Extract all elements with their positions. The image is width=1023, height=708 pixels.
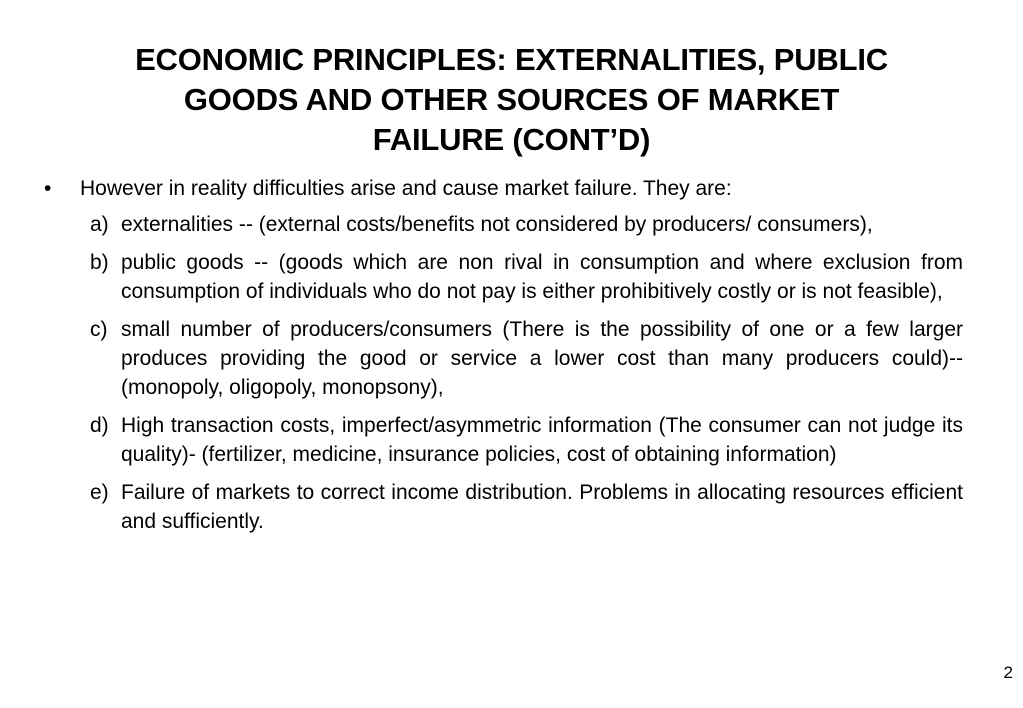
slide-body — [44, 174, 963, 545]
list-item-text: public goods -- (goods which are non rival in consumption and where exclusion from consumption of individuals who do not pay is either prohibitively costly or is not feasible), — [121, 251, 963, 303]
list-item — [44, 478, 963, 536]
slide-title — [60, 40, 963, 160]
failure-list — [44, 210, 963, 536]
list-item-text: small number of producers/consumers (There is the possibility of one or a few larger produces providing the good or service a lower cost than many producers could)-- (monopoly, oligopoly, monopsony), — [121, 318, 963, 399]
title-line-2: GOODS AND OTHER SOURCES OF MARKET — [183, 82, 840, 117]
list-marker: e) — [90, 481, 109, 504]
list-item — [44, 315, 963, 402]
title-line-1: ECONOMIC PRINCIPLES: EXTERNALITIES, PUBLIC — [135, 42, 888, 77]
list-item — [44, 210, 963, 239]
list-item — [44, 248, 963, 306]
title-line-3: FAILURE (CONT’D) — [372, 122, 651, 157]
list-marker: c) — [90, 318, 108, 341]
list-marker: d) — [90, 414, 109, 437]
page-number: 2 — [1003, 663, 1013, 682]
list-marker: a) — [90, 213, 109, 236]
intro-bullet — [44, 174, 963, 203]
bullet-icon: • — [44, 177, 52, 200]
list-item-text: externalities -- (external costs/benefits not considered by producers/ consumers), — [121, 213, 873, 236]
list-marker: b) — [90, 251, 109, 274]
list-item — [44, 411, 963, 469]
list-item-text: High transaction costs, imperfect/asymmetric information (The consumer can not judge its quality)- (fertilizer, medicine, insurance policies, cost of obtaining information) — [121, 414, 963, 466]
list-item-text: Failure of markets to correct income distribution. Problems in allocating resources efficient and sufficiently. — [121, 481, 963, 533]
intro-text: However in reality difficulties arise and cause market failure. They are: — [80, 177, 732, 200]
